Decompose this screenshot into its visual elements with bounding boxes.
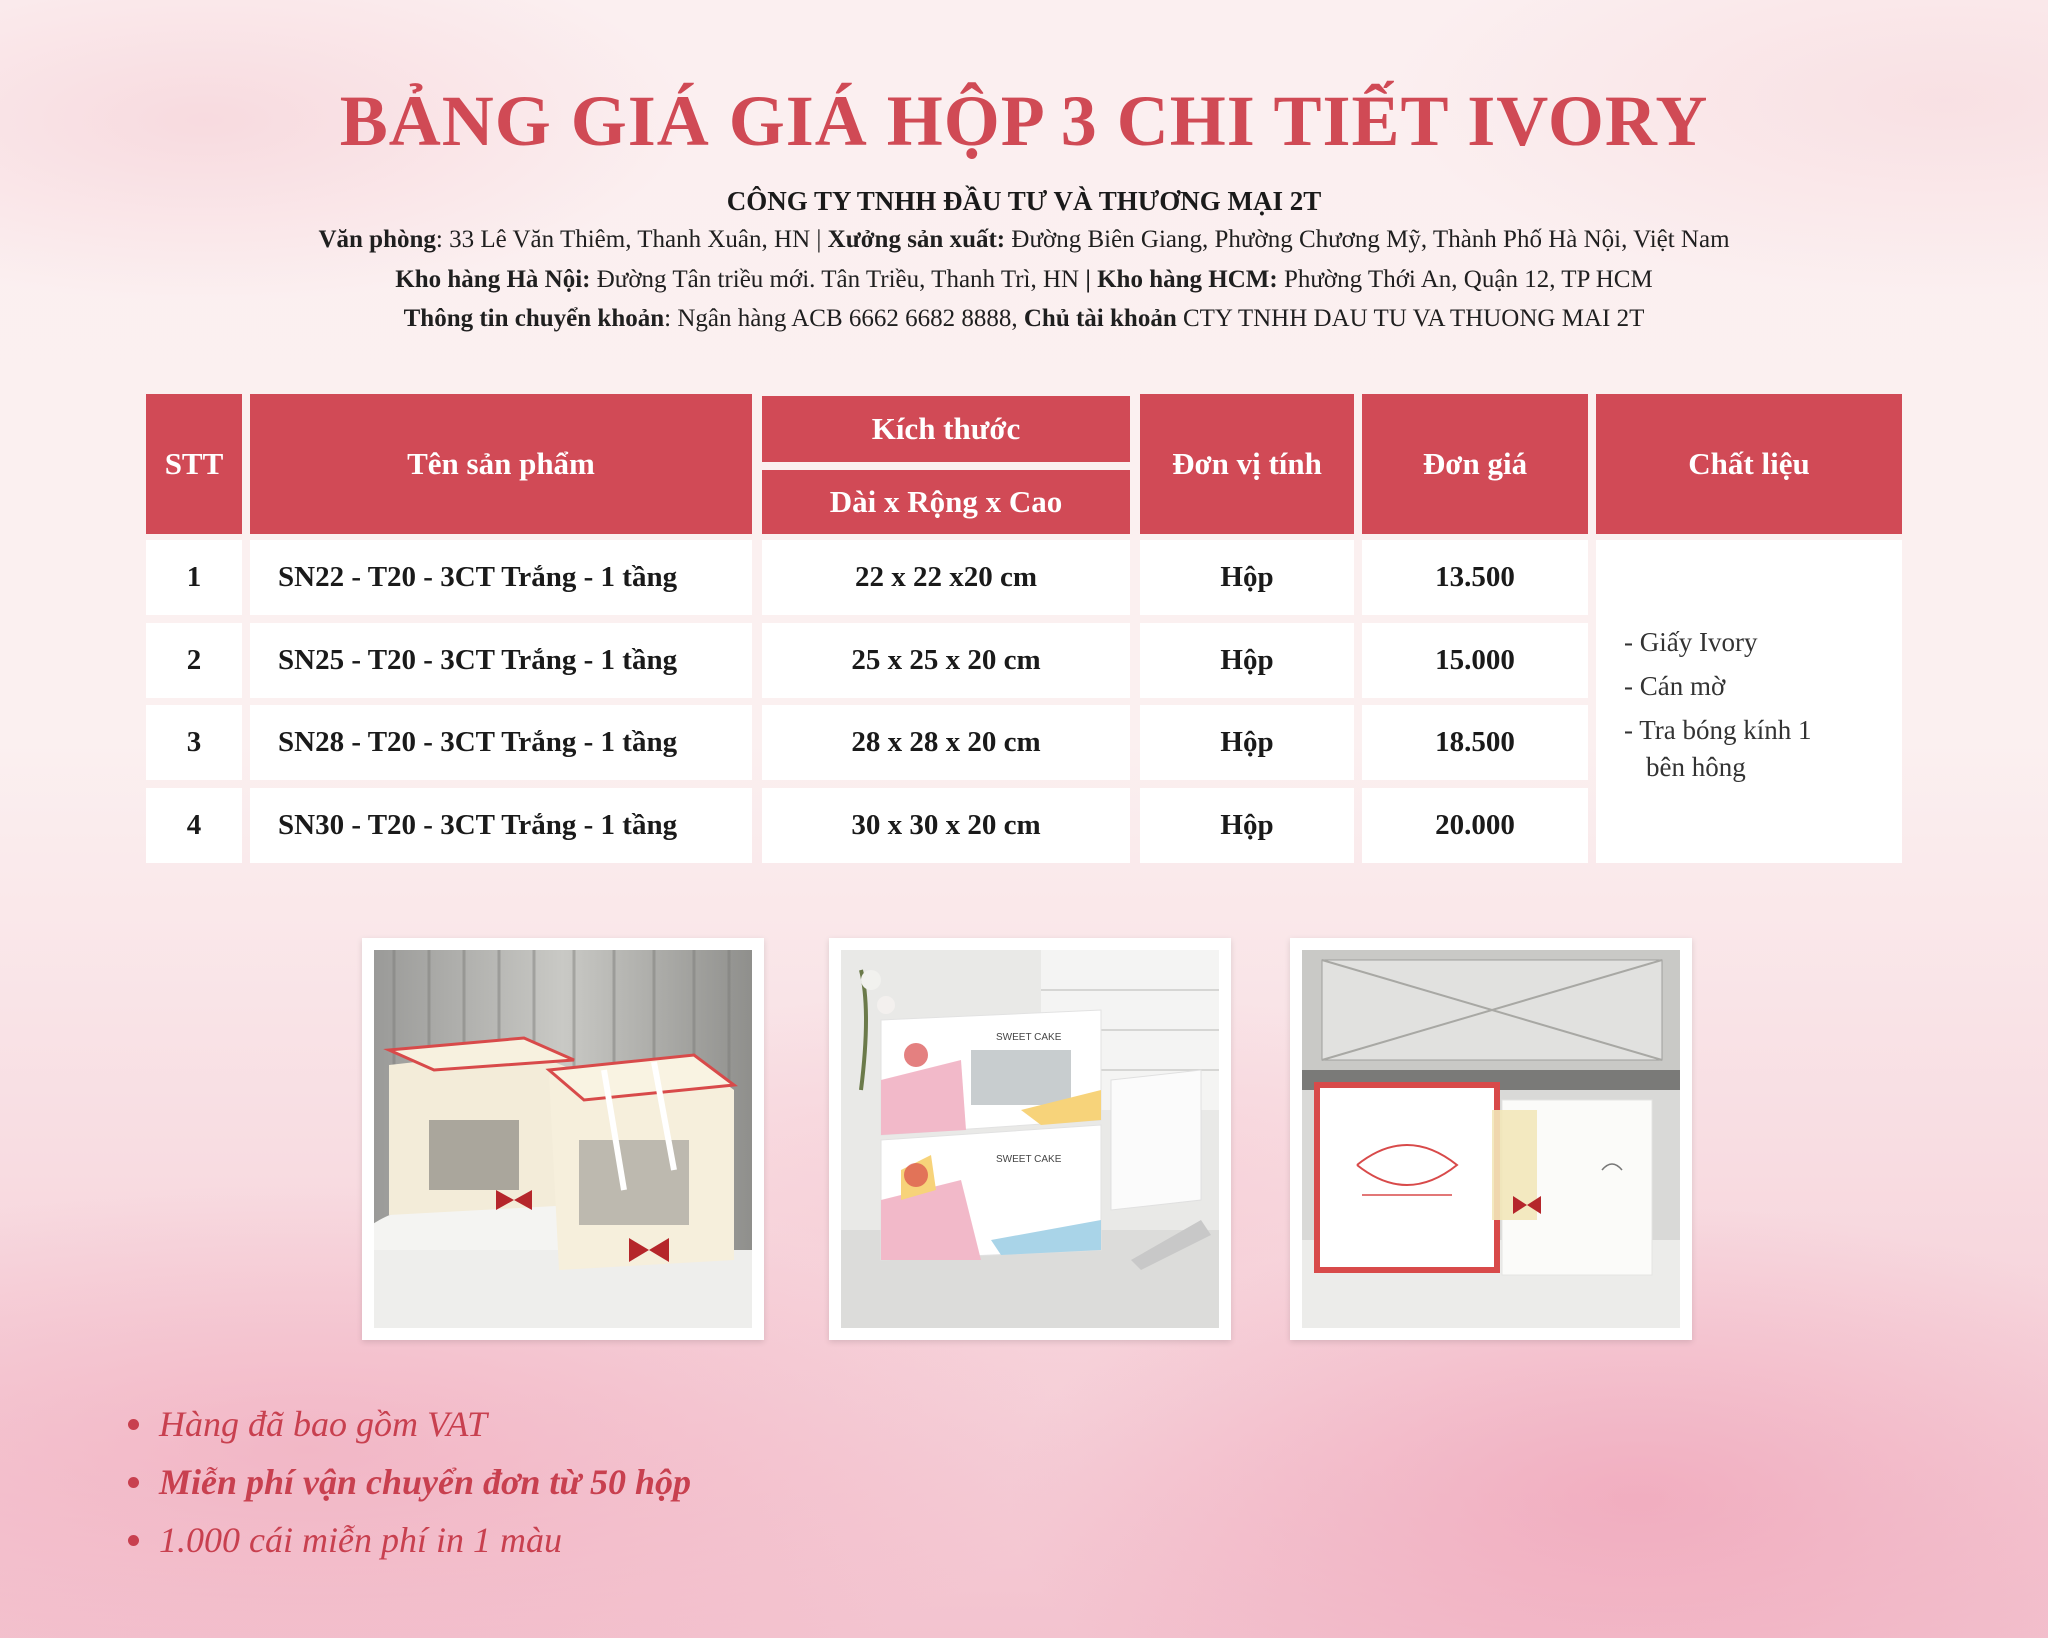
- row1-size: 22 x 22 x20 cm: [762, 540, 1130, 615]
- material-cell: [1596, 540, 1902, 863]
- bullet-dot-icon: [128, 1477, 139, 1488]
- row4-unit: Hộp: [1140, 788, 1354, 863]
- office-label: Văn phòng: [318, 226, 436, 253]
- note-free-shipping: Miễn phí vận chuyển đơn từ 50 hộp: [159, 1462, 691, 1502]
- note-free-print: 1.000 cái miễn phí in 1 màu: [159, 1520, 562, 1560]
- holder-label: Chủ tài khoản: [1023, 305, 1177, 332]
- hcm-warehouse-value: Phường Thới An, Quận 12, TP HCM: [1277, 266, 1653, 293]
- box-label-top: SWEET CAKE: [996, 1032, 1062, 1043]
- office-value: : 33 Lê Văn Thiêm, Thanh Xuân, HN |: [435, 226, 828, 253]
- note-item: [128, 1395, 691, 1453]
- row3-size: 28 x 28 x 20 cm: [762, 705, 1130, 780]
- page-title: BẢNG GIÁ GIÁ HỘP 3 CHI TIẾT IVORY: [339, 81, 1709, 161]
- header-unit: Đơn vị tính: [1140, 394, 1354, 534]
- bank-value: : Ngân hàng ACB 6662 6682 8888,: [664, 305, 1024, 332]
- row1-price: 13.500: [1362, 540, 1588, 615]
- row1-stt: 1: [146, 540, 242, 615]
- product-photo-1: [362, 938, 764, 1340]
- row2-size: 25 x 25 x 20 cm: [762, 623, 1130, 698]
- material-line-1: - Giấy Ivory: [1624, 627, 1758, 657]
- row1-name: SN22 - T20 - 3CT Trắng - 1 tầng: [250, 540, 752, 615]
- info-line-office: [0, 226, 2048, 254]
- row3-name: SN28 - T20 - 3CT Trắng - 1 tầng: [250, 705, 752, 780]
- product-photo-2: [829, 938, 1231, 1340]
- header-product-name: Tên sản phẩm: [250, 394, 752, 534]
- info-line-bank: [0, 305, 2048, 333]
- row2-stt: 2: [146, 623, 242, 698]
- row2-price: 15.000: [1362, 623, 1588, 698]
- company-name: CÔNG TY TNHH ĐẦU TƯ VÀ THƯƠNG MẠI 2T: [726, 186, 1322, 216]
- row3-unit: Hộp: [1140, 705, 1354, 780]
- row4-price: 20.000: [1362, 788, 1588, 863]
- bank-label: Thông tin chuyển khoản: [403, 305, 665, 332]
- material-line-3: - Tra bóng kính 1: [1624, 715, 1812, 745]
- bullet-dot-icon: [128, 1535, 139, 1546]
- header-size: Kích thước: [762, 396, 1130, 462]
- header-size-dims: Dài x Rộng x Cao: [762, 470, 1130, 534]
- row4-size: 30 x 30 x 20 cm: [762, 788, 1130, 863]
- row3-price: 18.500: [1362, 705, 1588, 780]
- hcm-warehouse-label: | Kho hàng HCM:: [1085, 266, 1278, 293]
- bullet-dot-icon: [128, 1419, 139, 1430]
- holder-value: CTY TNHH DAU TU VA THUONG MAI 2T: [1176, 305, 1645, 332]
- note-item: [128, 1511, 691, 1569]
- hn-warehouse-value: Đường Tân triều mới. Tân Triều, Thanh Trì, HN: [590, 266, 1086, 293]
- row3-stt: 3: [146, 705, 242, 780]
- info-line-warehouse: [0, 266, 2048, 294]
- note-vat: Hàng đã bao gồm VAT: [159, 1404, 487, 1444]
- box-label-bottom: SWEET CAKE: [996, 1154, 1062, 1165]
- row4-name: SN30 - T20 - 3CT Trắng - 1 tầng: [250, 788, 752, 863]
- factory-value: Đường Biên Giang, Phường Chương Mỹ, Thành Phố Hà Nội, Việt Nam: [1005, 226, 1730, 253]
- factory-label: Xưởng sản xuất:: [827, 226, 1006, 253]
- row1-unit: Hộp: [1140, 540, 1354, 615]
- material-line-2: - Cán mờ: [1624, 671, 1726, 701]
- row2-unit: Hộp: [1140, 623, 1354, 698]
- row2-name: SN25 - T20 - 3CT Trắng - 1 tầng: [250, 623, 752, 698]
- product-photo-3: [1290, 938, 1692, 1340]
- header-material: Chất liệu: [1596, 394, 1902, 534]
- hn-warehouse-label: Kho hàng Hà Nội:: [395, 266, 591, 293]
- material-line-3-cont: bên hông: [1646, 752, 1746, 782]
- header-price: Đơn giá: [1362, 394, 1588, 534]
- notes-list: [128, 1395, 691, 1569]
- header-stt: STT: [146, 394, 242, 534]
- note-item: [128, 1453, 691, 1511]
- row4-stt: 4: [146, 788, 242, 863]
